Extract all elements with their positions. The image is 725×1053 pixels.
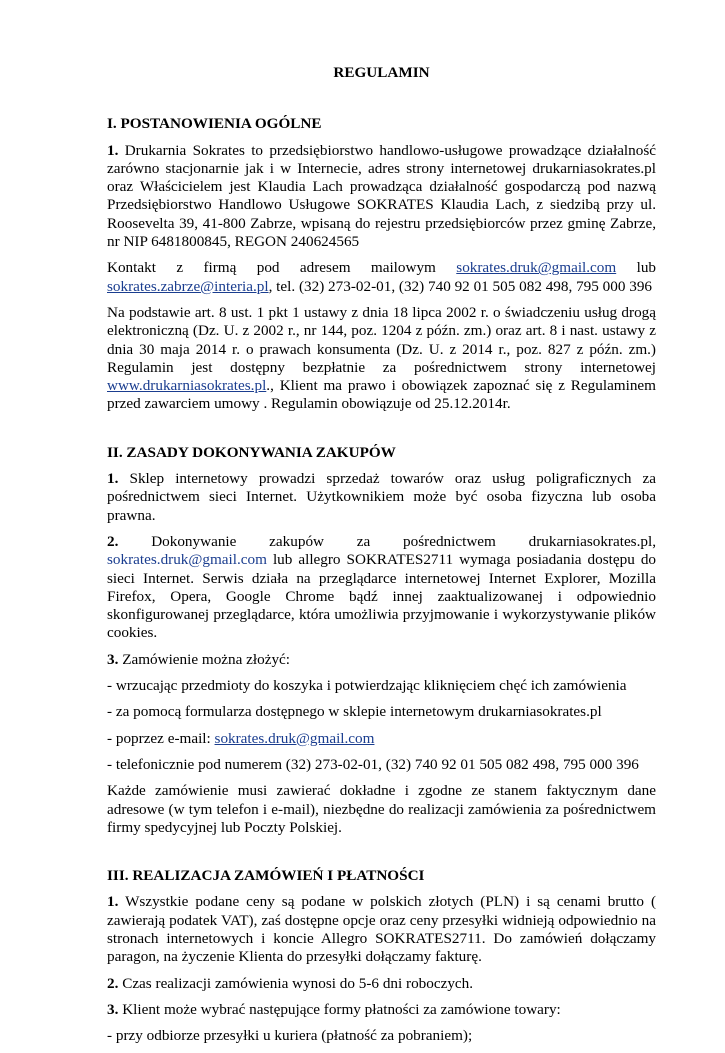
section-1-contact (107, 259, 656, 296)
section-3-paragraph-3 (107, 1001, 656, 1019)
paragraph-number: 1. (107, 470, 119, 488)
section-1-paragraph-1 (107, 142, 656, 252)
contact-prefix: Kontakt z firmą pod adresem mailowym (107, 259, 436, 277)
section-2-paragraph-1 (107, 470, 656, 525)
email-link-order[interactable]: sokrates.druk@gmail.com (214, 729, 375, 747)
paragraph-text: Drukarnia Sokrates to przedsiębiorstwo handlowo-usługowe prowadzące działalność zarówno stacjonarnie jak i w Internecie, adres strony internetowej drukarniasokrates.pl oraz Właścicielem jest Klaudia Lach prowadząca działalność gospodarczą pod nazwą Przedsiębiorstwo Handlowo Usługowe SOKRATES Klaudia Lach, z siedzibą przy ul. Roosevelta 39, 41-800 Zabrze, wpisaną do rejestru przedsiębiorców przez gminę Zabrze, nr NIP 6481800845, REGON 240624565 (107, 141, 656, 251)
paragraph-number: 1. (107, 893, 119, 911)
page-title: REGULAMIN (333, 64, 430, 81)
order-method-email (107, 730, 656, 748)
section-1-paragraph-3 (107, 304, 656, 414)
paragraph-text: Zamówienie można złożyć: (122, 650, 291, 668)
method-prefix: - poprzez e-mail: (107, 729, 211, 747)
section-3-paragraph-1 (107, 893, 656, 966)
paragraph-text: Na podstawie art. 8 ust. 1 pkt 1 ustawy z dnia 18 lipca 2002 r. o świadczeniu usług drogą elektroniczną (Dz. U. z 2002 r., nr 144, poz. 1204 z późn. zm.) oraz art. 8 i nast. ustawy z dnia 30 maja 2014 r. o prawach konsumenta (Dz. U. z 2014 r., poz. 827 z późn. zm.) Regulamin jest dostępny bezpłatnie za pośrednictwem strony internetowej (107, 303, 656, 376)
paragraph-number: 1. (107, 141, 119, 159)
website-link[interactable]: www.drukarniasokrates.pl (107, 377, 267, 395)
email-link-gmail[interactable]: sokrates.druk@gmail.com (456, 259, 617, 277)
order-method-basket: - wrzucając przedmioty do koszyka i potwierdzając kliknięciem chęć ich zamówienia (107, 677, 627, 695)
document-page (107, 64, 656, 1053)
paragraph-number: 2. (107, 974, 119, 992)
order-method-phone: - telefonicznie pod numerem (32) 273-02-01, (32) 740 92 01 505 082 498, 795 000 396 (107, 755, 639, 773)
section-3-paragraph-2 (107, 975, 656, 993)
paragraph-text: Klient może wybrać następujące formy płatności za zamówione towary: (122, 1000, 561, 1018)
section-1-heading: I. POSTANOWIENIA OGÓLNE (107, 115, 322, 133)
section-2-heading: II. ZASADY DOKONYWANIA ZAKUPÓW (107, 443, 396, 461)
paragraph-number: 3. (107, 1000, 119, 1018)
section-2-paragraph-2 (107, 533, 656, 643)
paragraph-number: 3. (107, 650, 119, 668)
email-text-gmail: sokrates.druk@gmail.com (107, 551, 267, 569)
email-link-interia[interactable]: sokrates.zabrze@interia.pl (107, 277, 269, 295)
contact-suffix: , tel. (32) 273-02-01, (32) 740 92 01 505 082 498, 795 000 396 (268, 277, 653, 295)
order-method-form: - za pomocą formularza dostępnego w sklepie internetowym drukarniasokrates.pl (107, 703, 602, 721)
payment-method-cod: - przy odbiorze przesyłki u kuriera (płatność za pobraniem); (107, 1027, 473, 1045)
section-2-paragraph-4: Każde zamówienie musi zawierać dokładne i zgodne ze stanem faktycznym dane adresowe (w tym telefon i e-mail), niezbędne do realizacji zamówienia za pośrednictwem firmy spedycyjnej lub Poczty Polskiej. (107, 782, 656, 836)
paragraph-prefix: Dokonywanie zakupów za pośrednictwem drukarniasokrates.pl, (151, 532, 656, 550)
paragraph-text: Czas realizacji zamówienia wynosi do 5-6 dni roboczych. (122, 974, 474, 992)
paragraph-number: 2. (107, 532, 119, 550)
paragraph-text: Sklep internetowy prowadzi sprzedaż towarów oraz usług poligraficznych za pośrednictwem sieci Internet. Użytkownikiem może być osoba fizyczna lub osoba prawna. (107, 470, 657, 524)
paragraph-text: Wszystkie podane ceny są podane w polskich złotych (PLN) i są cenami brutto ( zawierają podatek VAT), zaś dostępne opcje oraz ceny przesyłki widnieją odpowiednio na stronach internetowych i koncie Allegro SOKRATES2711. Do zamówień dołączamy paragon, na życzenie Klienta do przesyłki dołączamy fakturę. (107, 893, 656, 966)
paragraph-suffix: lub allegro SOKRATES2711 wymaga posiadania dostępu do sieci Internet. Serwis działa na przeglądarce internetowej Internet Explorer, Mozilla Firefox, Opera, Google Chrome bądź innej zaaktualizowanej i odpowiednio skonfigurowanej przeglądarce, która umożliwia przyjmowanie i wykorzystywanie plików cookies. (107, 551, 657, 642)
section-3-heading: III. REALIZACJA ZAMÓWIEŃ I PŁATNOŚCI (107, 867, 425, 885)
contact-mid: lub (636, 259, 657, 277)
paragraph-suffix: ., Klient ma prawo i obowiązek zapoznać się z Regulaminem przed zawarciem umowy . Regulamin obowiązuje od 25.12.2014r. (107, 377, 656, 413)
section-2-paragraph-3 (107, 651, 656, 669)
